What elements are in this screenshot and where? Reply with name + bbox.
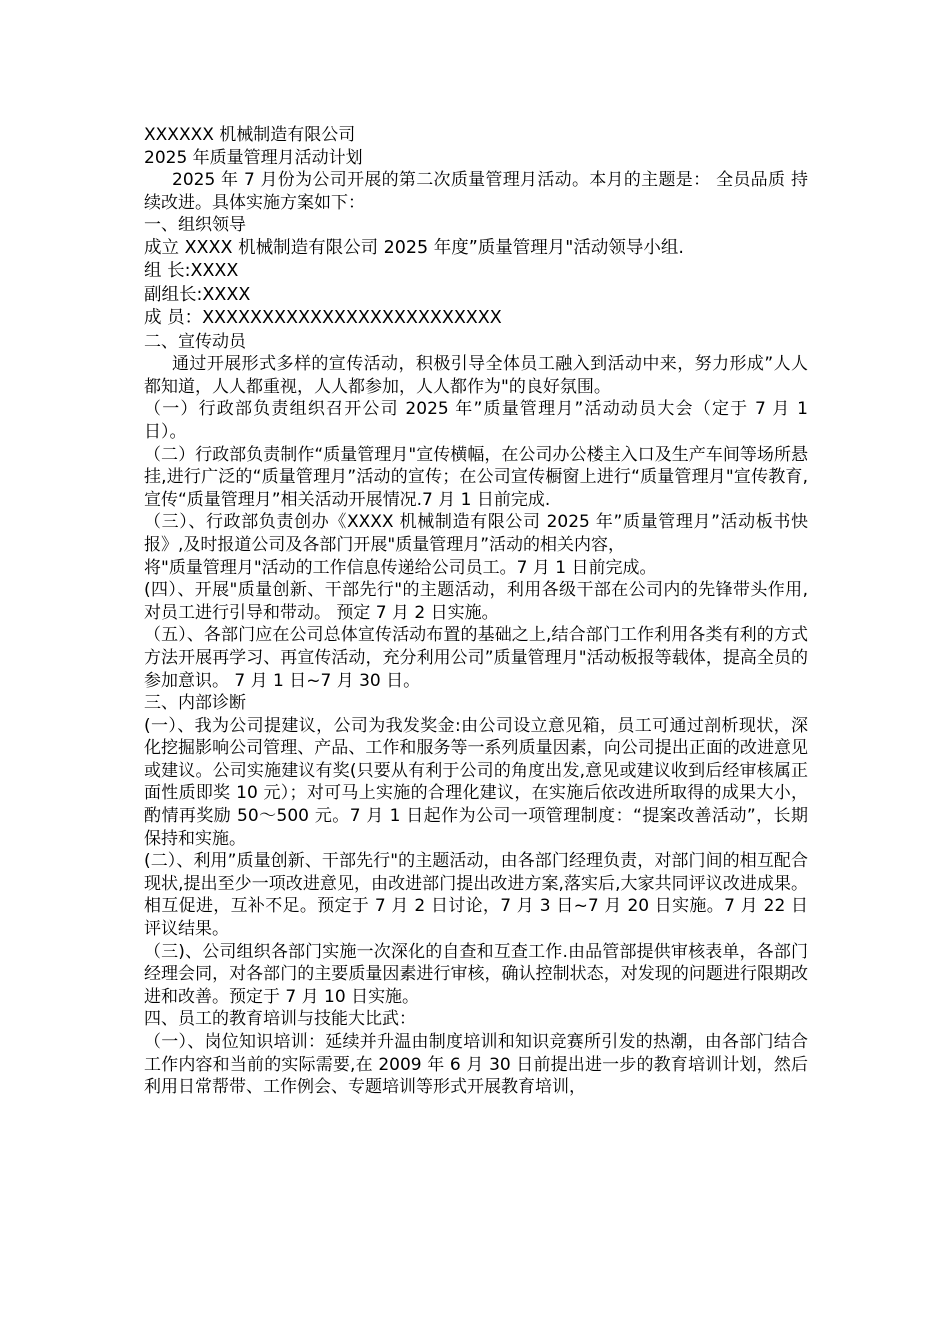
section-3-item-1: (一）、我为公司提建议，公司为我发奖金:由公司设立意见箱，员工可通过剖析现状，深化挖掘影响公司管理、产品、工作和服务等一系列质量因素，向公司提出正面的改进意见或建议。公司实施建议有奖(只要从有利于公司的角度出发,意见或建议收到后经审核属正面性质即奖 10 元）；对可马上实施的合理化建议，在实施后依改进所取得的成果大小，酌情再奖励 50～500 元。7 月 1 日起作为公司一项管理制度：“提案改善活动”，长期保持和实施。 bbox=[144, 715, 808, 849]
section-3-item-2: (二）、利用”质量创新、干部先行"的主题活动，由各部门经理负责，对部门间的相互配合现状,提出至少一项改进意见，由改进部门提出改进方案,落实后,大家共同评议改进成果。相互促进，互补不足。预定于 7 月 2 日讨论，7 月 3 日~7 月 20 日实施。7 月 22 日评议结果。 bbox=[144, 851, 808, 940]
section-2-item-3: （三）、行政部负责创办《XXXX 机械制造有限公司 2025 年”质量管理月”活动板书快报》,及时报道公司及各部门开展"质量管理月”活动的相关内容， bbox=[144, 512, 808, 555]
section-2-item-5: （五）、各部门应在公司总体宣传活动布置的基础之上,结合部门工作利用各类有利的方式方法开展再学习、再宣传活动，充分利用公司”质量管理月"活动板报等载体，提高全员的参加意识。 7 月 1 日~7 月 30 日。 bbox=[144, 625, 808, 691]
section-2-item-3-continued: 将"质量管理月"活动的工作信息传递给公司员工。7 月 1 日前完成。 bbox=[144, 557, 657, 578]
section-4-heading: 四、员工的教育培训与技能大比武： bbox=[144, 1009, 416, 1030]
section-2-item-1: （一）行政部负责组织召开公司 2025 年”质量管理月”活动动员大会（定于 7 月 1 日）。 bbox=[144, 399, 808, 442]
document-body bbox=[144, 124, 808, 1099]
section-2-item-4: (四）、开展"质量创新、干部先行"的主题活动，利用各级干部在公司内的先锋带头作用,对员工进行引导和带动。 预定 7 月 2 日实施。 bbox=[144, 580, 808, 623]
section-1-body: 成立 XXXX 机械制造有限公司 2025 年度”质量管理月"活动领导小组. bbox=[144, 237, 684, 258]
section-2-item-2: （二）行政部负责制作“质量管理月"宣传横幅，在公司办公楼主入口及生产车间等场所悬挂,进行广泛的“质量管理月”活动的宣传；在公司宣传橱窗上进行“质量管理月"宣传教育,宣传“质量管理月”相关活动开展情况.7 月 1 日前完成. bbox=[144, 444, 808, 510]
section-1-heading: 一、组织领导 bbox=[144, 215, 246, 236]
section-2-heading: 二、宣传动员 bbox=[144, 331, 246, 352]
section-2-intro: 通过开展形式多样的宣传活动，积极引导全体员工融入到活动中来，努力形成”人人都知道，人人都重视，人人都参加，人人都作为"的良好氛围。 bbox=[144, 354, 808, 397]
intro-paragraph: 2025 年 7 月份为公司开展的第二次质量管理月活动。本月的主题是： 全员品质 持续改进。具体实施方案如下： bbox=[144, 170, 808, 213]
team-members: 成 员：XXXXXXXXXXXXXXXXXXXXXXXXX bbox=[144, 308, 502, 329]
section-4-item-1: （一）、岗位知识培训：延续并升温由制度培训和知识竞赛所引发的热潮，由各部门结合工作内容和当前的实际需要,在 2009 年 6 月 30 日前提出进一步的教育培训计划，然后利用日常帮带、工作例会、专题培训等形式开展教育培训， bbox=[144, 1032, 808, 1098]
section-3-heading: 三、内部诊断 bbox=[144, 693, 246, 714]
company-name: XXXXXX 机械制造有限公司 bbox=[144, 125, 356, 145]
document-title: 2025 年质量管理月活动计划 bbox=[144, 147, 363, 168]
section-3-item-3: （三)、公司组织各部门实施一次深化的自查和互查工作.由品管部提供审核表单，各部门经理会同，对各部门的主要质量因素进行审核，确认控制状态，对发现的问题进行限期改进和改善。预定于 7 月 10 日实施。 bbox=[144, 941, 808, 1007]
team-leader: 组 长:XXXX bbox=[144, 261, 239, 282]
deputy-leader: 副组长:XXXX bbox=[144, 284, 251, 305]
